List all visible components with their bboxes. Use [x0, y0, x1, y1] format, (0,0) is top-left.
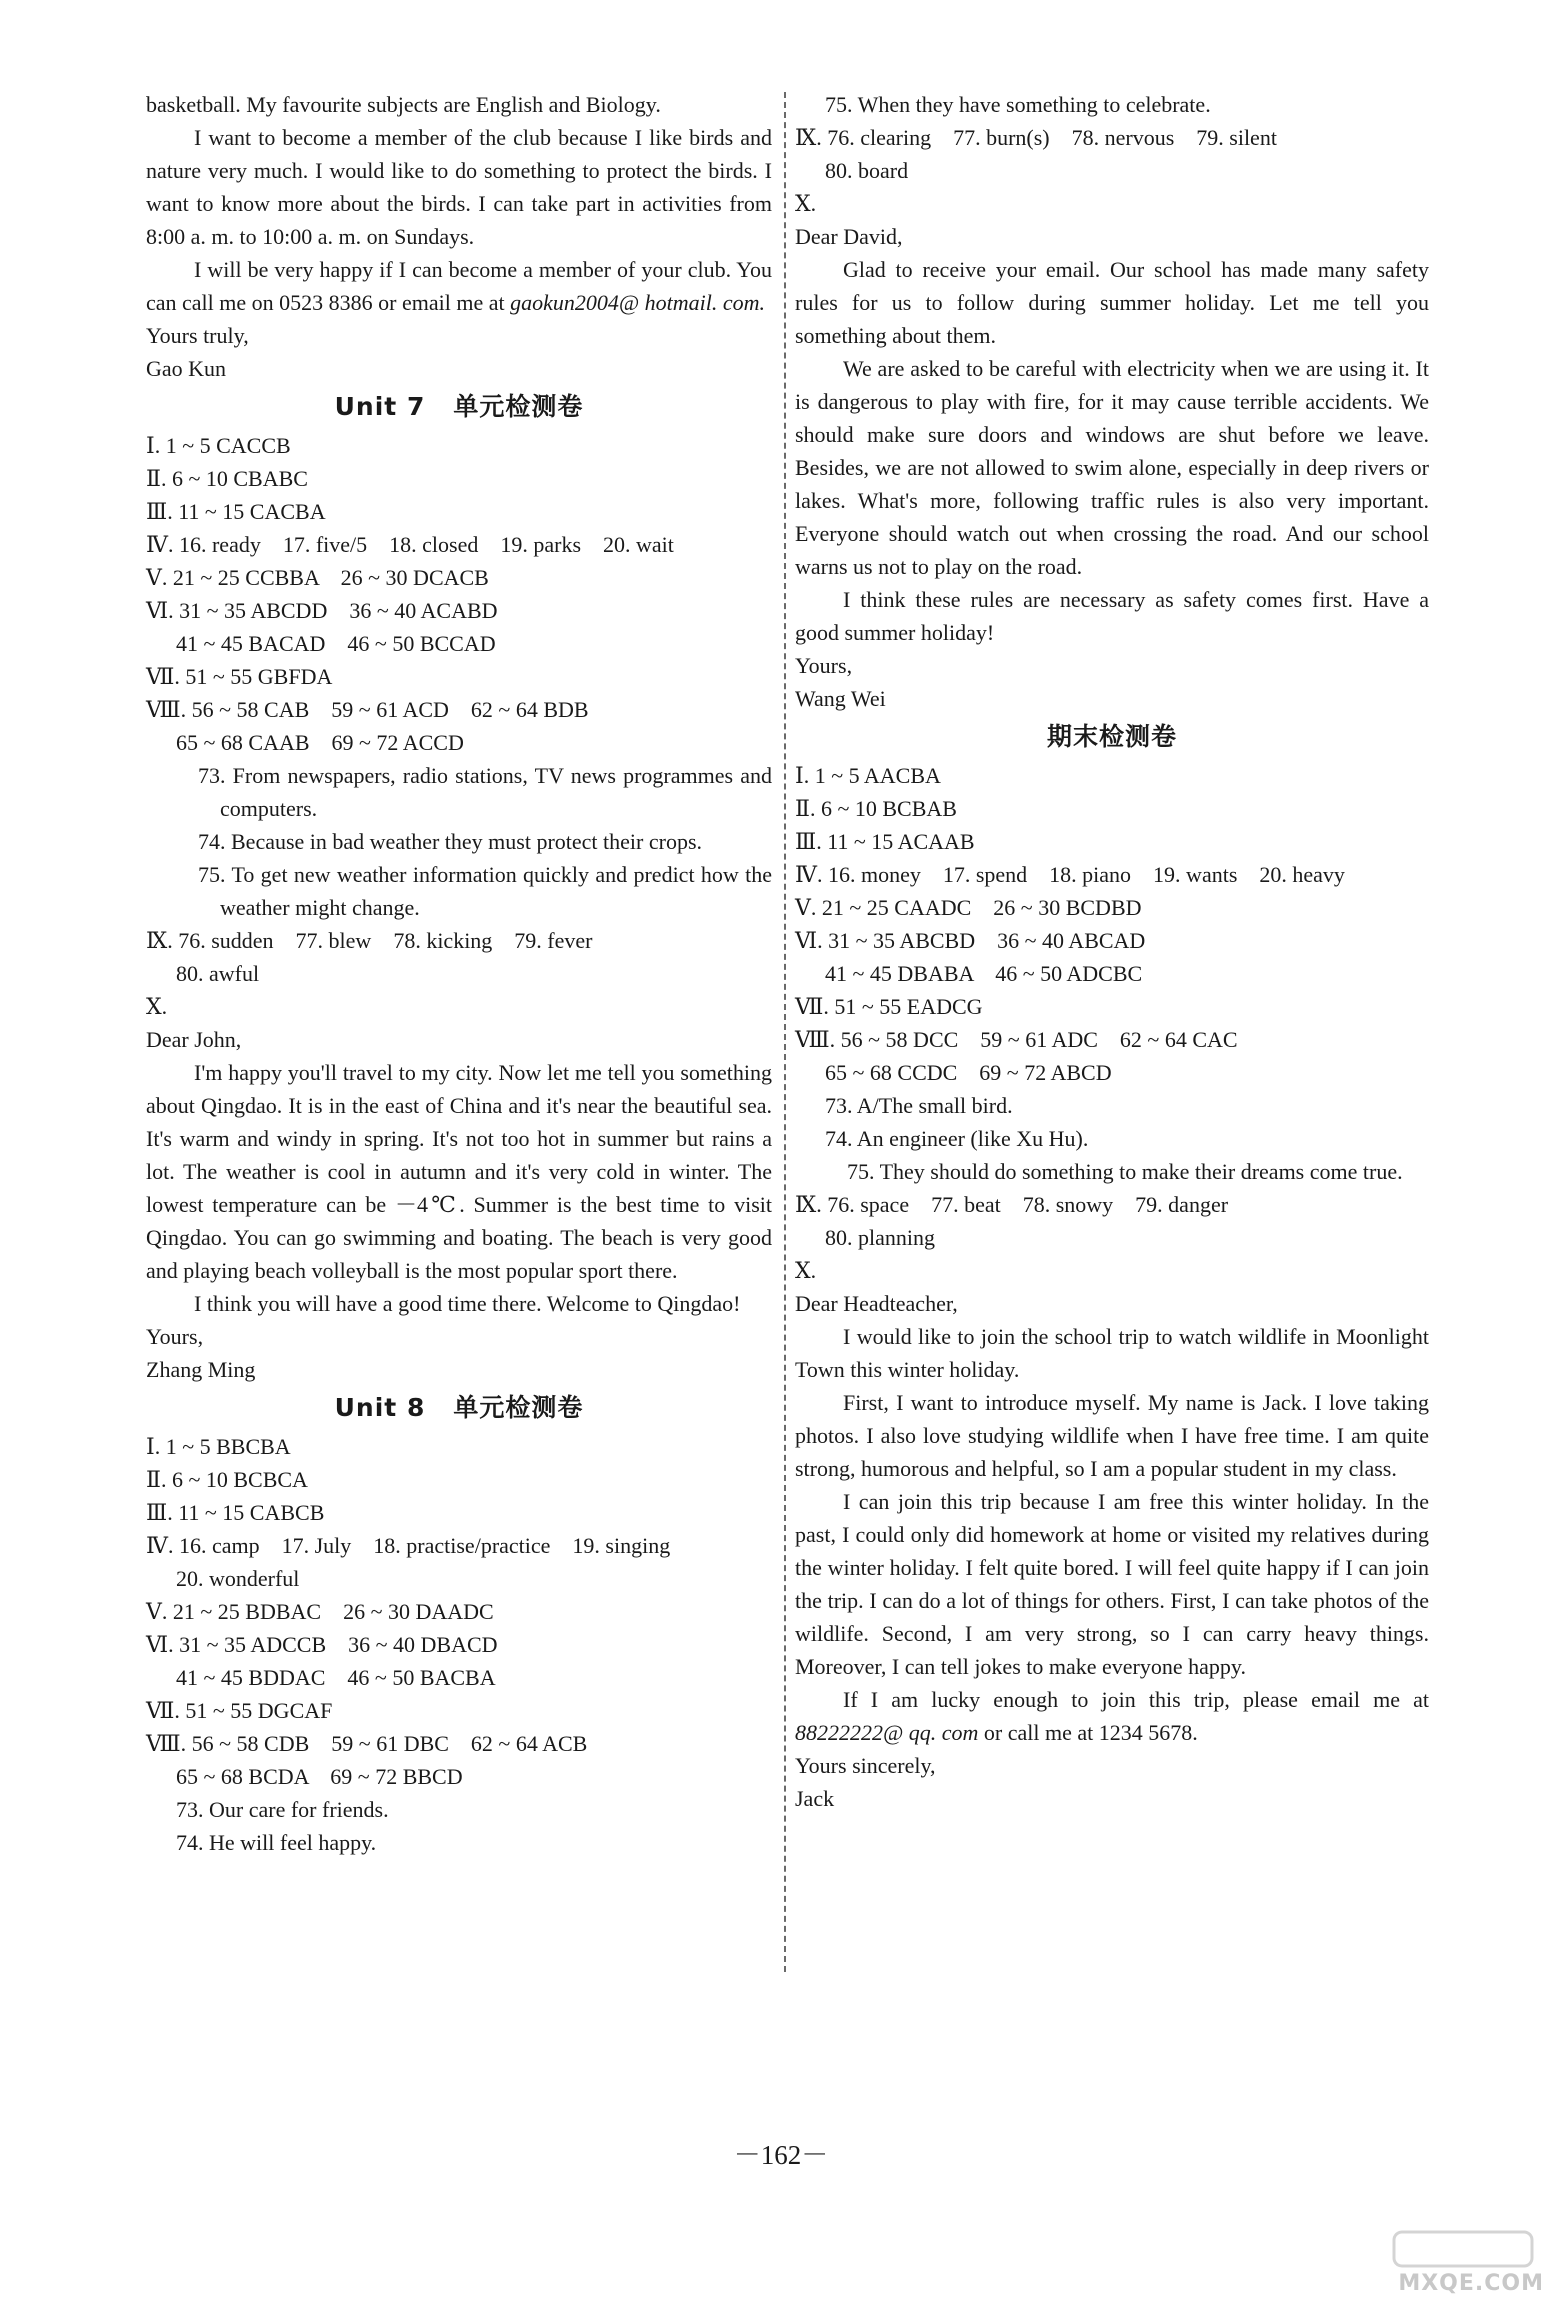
unit8-title-cn: 单元检测卷: [453, 1393, 584, 1422]
letter-text: If I am lucky enough to join this trip, please email me at: [843, 1687, 1429, 1712]
prev-letter-text: I will be very happy if I can become a member of your club. You can call me on 0523 8386 or email me at: [146, 257, 772, 315]
answer-line: 80. awful: [176, 961, 260, 986]
answer-line: 74. He will feel happy.: [176, 1830, 377, 1855]
answer-line: 20. wonderful: [176, 1566, 300, 1591]
final-exam-heading: 期末检测卷: [1046, 722, 1177, 751]
unit8-heading: [146, 1386, 772, 1430]
answer-line: 65 ~ 68 CCDC 69 ~ 72 ABCD: [825, 1060, 1112, 1085]
answer-line: Ⅰ. 1 ~ 5 CACCB: [146, 433, 291, 458]
answer-line: Ⅲ. 11 ~ 15 CACBA: [146, 499, 326, 524]
answer-line: Ⅱ. 6 ~ 10 BCBCA: [146, 1467, 308, 1492]
letter-paragraph: I think these rules are necessary as safety comes first. Have a good summer holiday!: [795, 587, 1429, 645]
answer-line: 75. To get new weather information quickly and predict how the weather might change.: [198, 862, 772, 920]
answer-line: 65 ~ 68 CAAB 69 ~ 72 ACCD: [176, 730, 464, 755]
prev-letter-closing: Yours truly,: [146, 323, 249, 348]
answer-line: Ⅱ. 6 ~ 10 CBABC: [146, 466, 308, 491]
answer-line: Ⅴ. 21 ~ 25 BDBAC 26 ~ 30 DAADC: [146, 1599, 494, 1624]
watermark-logo: [1334, 2226, 1544, 2296]
answer-line: Ⅸ. 76. space 77. beat 78. snowy 79. danger: [795, 1192, 1229, 1217]
letter-signature: Zhang Ming: [146, 1357, 256, 1382]
answer-line: 65 ~ 68 BCDA 69 ~ 72 BBCD: [176, 1764, 463, 1789]
answer-line: 41 ~ 45 BDDAC 46 ~ 50 BACBA: [176, 1665, 496, 1690]
prev-letter-line: basketball. My favourite subjects are English and Biology.: [146, 92, 661, 117]
prev-letter-paragraph: I want to become a member of the club because I like birds and nature very much. I would like to do something to protect the birds. I want to know more about the birds. I can take part in activities from 8:00 a. m. to 10:00 a. m. on Sundays.: [146, 125, 772, 249]
letter-greeting: Dear David,: [795, 224, 903, 249]
unit7-title-unit: Unit 7: [334, 392, 426, 421]
answer-line: Ⅶ. 51 ~ 55 EADCG: [795, 994, 983, 1019]
column-divider: [784, 92, 786, 1972]
answer-line: Ⅸ. 76. clearing 77. burn(s) 78. nervous 79. silent: [795, 125, 1277, 150]
page-number: －162－: [733, 2140, 829, 2170]
letter-paragraph: I can join this trip because I am free this winter holiday. In the past, I could only did homework at home or visited my relatives during the winter holiday. I felt quite bored. I will feel quite happy if I can join the trip. I can do a lot of things for others. First, I can take photos of the wildlife. Second, I am very strong, so I can carry heavy things. Moreover, I can tell jokes to make everyone happy.: [795, 1489, 1429, 1679]
answer-line: Ⅶ. 51 ~ 55 GBFDA: [146, 664, 333, 689]
answer-line: Ⅳ. 16. money 17. spend 18. piano 19. wants 20. heavy: [795, 862, 1345, 887]
answer-line: Ⅶ. 51 ~ 55 DGCAF: [146, 1698, 333, 1723]
answer-line: 80. planning: [825, 1225, 935, 1250]
answer-line: 73. A/The small bird.: [825, 1093, 1013, 1118]
answer-line: 75. When they have something to celebrate.: [825, 92, 1211, 117]
answer-line: Ⅲ. 11 ~ 15 ACAAB: [795, 829, 975, 854]
letter-email: 88222222@ qq. com: [795, 1720, 979, 1745]
letter-paragraph: Glad to receive your email. Our school has made many safety rules for us to follow during summer holiday. Let me tell you something about them.: [795, 257, 1429, 348]
answer-line: 73. From newspapers, radio stations, TV news programmes and computers.: [198, 763, 772, 821]
letter-closing: Yours sincerely,: [795, 1753, 936, 1778]
prev-letter-paragraph: [146, 253, 772, 319]
answer-line: 80. board: [825, 158, 909, 183]
unit8-title-unit: Unit 8: [334, 1393, 426, 1422]
prev-letter-email: gaokun2004@ hotmail. com.: [510, 290, 765, 315]
answer-line: 74. Because in bad weather they must protect their crops.: [198, 829, 703, 854]
answer-line: Ⅵ. 31 ~ 35 ADCCB 36 ~ 40 DBACD: [146, 1632, 498, 1657]
watermark-url: MXQE.COM: [1398, 2271, 1544, 2296]
answer-line: Ⅴ. 21 ~ 25 CAADC 26 ~ 30 BCDBD: [795, 895, 1142, 920]
letter-greeting: Dear John,: [146, 1027, 242, 1052]
answer-line: Ⅸ. 76. sudden 77. blew 78. kicking 79. fever: [146, 928, 593, 953]
answer-line: Ⅵ. 31 ~ 35 ABCDD 36 ~ 40 ACABD: [146, 598, 498, 623]
answer-line: Ⅴ. 21 ~ 25 CCBBA 26 ~ 30 DCACB: [146, 565, 489, 590]
answer-line: Ⅹ.: [146, 994, 168, 1019]
letter-signature: Jack: [795, 1786, 835, 1811]
letter-paragraph: [795, 1683, 1429, 1749]
left-column: [146, 88, 772, 1859]
answer-line: Ⅷ. 56 ~ 58 CDB 59 ~ 61 DBC 62 ~ 64 ACB: [146, 1731, 588, 1756]
answer-line: 41 ~ 45 DBABA 46 ~ 50 ADCBC: [825, 961, 1143, 986]
letter-paragraph: I think you will have a good time there. Welcome to Qingdao!: [194, 1291, 741, 1316]
answer-line: Ⅰ. 1 ~ 5 AACBA: [795, 763, 941, 788]
answer-line: 75. They should do something to make their dreams come true.: [847, 1159, 1403, 1184]
letter-closing: Yours,: [146, 1324, 204, 1349]
letter-paragraph: I'm happy you'll travel to my city. Now let me tell you something about Qingdao. It is in the east of China and it's near the beautiful sea. It's warm and windy in spring. It's not too hot in summer but rains a lot. The weather is cool in autumn and it's very cold in winter. The lowest temperature can be －4℃. Summer is the best time to visit Qingdao. You can go swimming and boating. The beach is very good and playing beach volleyball is the most popular sport there.: [146, 1060, 772, 1283]
unit7-title-cn: 单元检测卷: [453, 392, 584, 421]
prev-letter-signature: Gao Kun: [146, 356, 227, 381]
unit7-heading: [146, 385, 772, 429]
answer-line: Ⅷ. 56 ~ 58 DCC 59 ~ 61 ADC 62 ~ 64 CAC: [795, 1027, 1238, 1052]
letter-closing: Yours,: [795, 653, 853, 678]
answer-line: Ⅳ. 16. ready 17. five/5 18. closed 19. parks 20. wait: [146, 532, 674, 557]
answer-line: Ⅳ. 16. camp 17. July 18. practise/practice 19. singing: [146, 1533, 671, 1558]
letter-greeting: Dear Headteacher,: [795, 1291, 958, 1316]
letter-text: or call me at 1234 5678.: [983, 1720, 1198, 1745]
answer-line: Ⅵ. 31 ~ 35 ABCBD 36 ~ 40 ABCAD: [795, 928, 1146, 953]
answer-line: 74. An engineer (like Xu Hu).: [825, 1126, 1089, 1151]
answer-line: Ⅹ.: [795, 1258, 817, 1283]
answer-line: Ⅰ. 1 ~ 5 BBCBA: [146, 1434, 291, 1459]
answer-line: Ⅷ. 56 ~ 58 CAB 59 ~ 61 ACD 62 ~ 64 BDB: [146, 697, 589, 722]
letter-paragraph: First, I want to introduce myself. My name is Jack. I love taking photos. I also love studying wildlife when I have free time. I am quite strong, humorous and helpful, so I am a popular student in my class.: [795, 1390, 1429, 1481]
letter-paragraph: I would like to join the school trip to watch wildlife in Moonlight Town this winter holiday.: [795, 1324, 1429, 1382]
answer-line: 73. Our care for friends.: [176, 1797, 389, 1822]
answer-line: 41 ~ 45 BACAD 46 ~ 50 BCCAD: [176, 631, 496, 656]
answer-line: Ⅲ. 11 ~ 15 CABCB: [146, 1500, 325, 1525]
letter-paragraph: We are asked to be careful with electricity when we are using it. It is dangerous to play with fire, for it may cause terrible accidents. We should make sure doors and windows are shut before we leave. Besides, we are not allowed to swim alone, especially in deep rivers or lakes. What's more, following traffic rules is also very important. Everyone should watch out when crossing the road. And our school warns us not to play on the road.: [795, 356, 1429, 579]
letter-signature: Wang Wei: [795, 686, 886, 711]
answer-line: Ⅹ.: [795, 191, 817, 216]
right-column: [795, 88, 1429, 1815]
answer-line: Ⅱ. 6 ~ 10 BCBAB: [795, 796, 957, 821]
